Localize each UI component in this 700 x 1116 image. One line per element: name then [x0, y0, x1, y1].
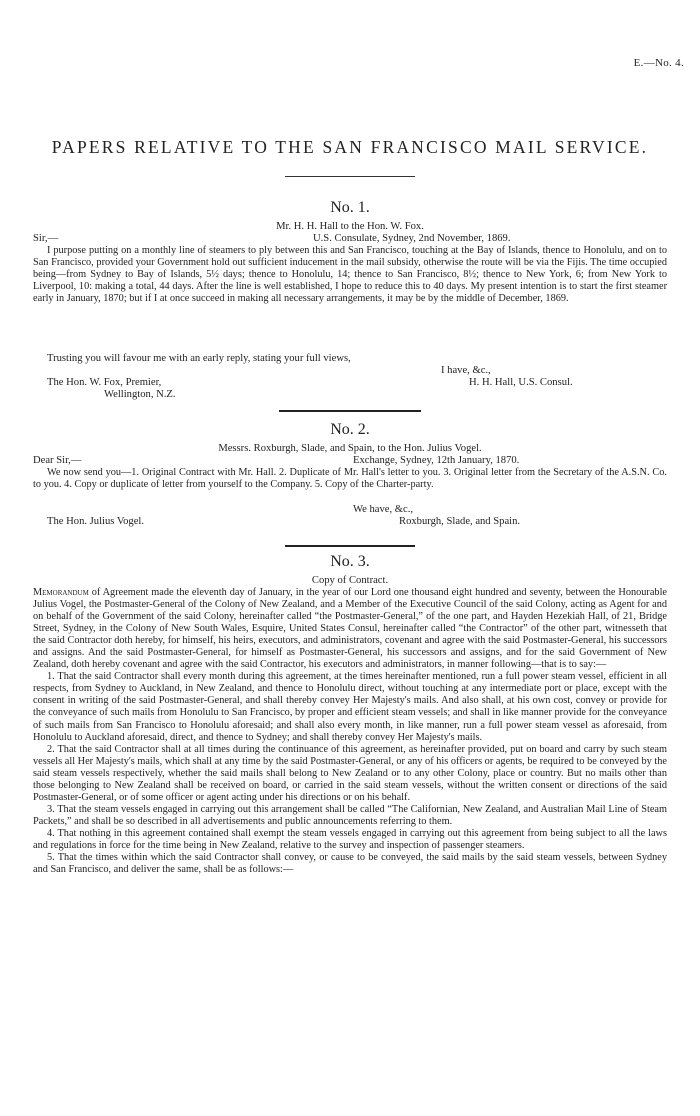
doc3-heading: Copy of Contract. — [311, 575, 389, 586]
doc3-intro-lead: Memorandum — [33, 587, 89, 598]
doc2-sign-off: We have, &c., — [353, 504, 414, 515]
doc2-divider — [285, 545, 415, 547]
doc3-intro-text: of Agreement made the eleventh day of January, in the year of our Lord one thousand eight hundred and seventy, between the Honourable Julius Vogel, the Postmaster-General of the Colony of New Zealand, and a Member of the Executive Council of the said Colony, acting as Agent for and on behalf of the Government of the said Colony, hereinafter called “the Postmaster-General,” of the one part, and Hayden Hezekiah Hall, of 21, Bridge Street, Sydney, in the Colony of New South Wales, Esquire, United States Consul, hereinafter called “the Contractor” of the other part, witnesseth that the said Contractor doth hereby, for himself, his heirs, executors, and administrators, covenant and agree with the said Postmaster-General, his successors and assigns. And the said Postmaster-General, for himself as Postmaster-General, his successors and assigns, and for the said Government of New Zealand, doth hereby covenant and agree with the said Contractor, his executors and administrators, in manner following—that is to say:— — [33, 587, 667, 671]
doc3-number: No. 3. — [330, 553, 370, 570]
doc1-heading: Mr. H. H. Hall to the Hon. W. Fox. — [276, 221, 424, 232]
doc3-clause-4: 4. That nothing in this agreement contained shall exempt the steam vessels engaged in carrying out this agreement from being subject to all the laws and regulations in force for the time being in New Zealand, relative to the survey and inspection of passenger steamers. — [33, 827, 667, 851]
doc1-body-text: I purpose putting on a monthly line of steamers to ply between this and San Francisco, touching at the Bay of Islands, thence to Honolulu, and on to San Francisco, provided your Government hold out sufficient inducement in the mail subsidy, otherwise the route will be via the Fijis. The time occupied being—from Sydney to Bay of Islands, 5½ days; thence to Honolulu, 14; thence to San Francisco, 8½; thence to New York, 6; from New York to Liverpool, 10: making a total, 44 days. After the line is well established, I hope to reduce this to 40 days. My present intention is to start the first steamer early in January, 1870; but if I at once succeed in making all necessary arrangements, it may be by the middle of December, 1869. — [33, 245, 667, 305]
doc1-addressee-place: Wellington, N.Z. — [104, 389, 176, 400]
doc3-intro — [33, 587, 667, 671]
doc2-salutation: Dear Sir,— — [33, 455, 82, 466]
title-divider — [285, 176, 415, 177]
doc3-clause-1: 1. That the said Contractor shall every month during this agreement, at the times hereinafter mentioned, run a full power steam vessel, efficient in all respects, from Sydney to Auckland, in New Zealand, and thence to Honolulu direct, without touching at any intermediate port or place, except with the consent in writing of the said Postmaster-General, and shall thereby convey Her Majesty's mails. And also shall, at his own cost, convey or provide for the conveyance of such mails from Honolulu to San Francisco, by proper and efficient steam vessels; and shall in like manner provide for the conveyance of such mails from San Francisco to Honolulu aforesaid; and shall also every month, in like manner, run a full power steam vessel as aforesaid, from Honolulu to Auckland aforesaid, direct, and thence to Sydney; and shall thereby convey Her Majesty's mails. — [33, 671, 667, 743]
doc2-body-text: We now send you—1. Original Contract with Mr. Hall. 2. Duplicate of Mr. Hall's letter to you. 3. Original letter from the Secretary of the A.S.N. Co. to you. 4. Copy or duplicate of letter from yourself to the Company. 5. Copy of the Charter-party. — [33, 467, 667, 491]
doc2-number: No. 2. — [330, 421, 370, 438]
doc1-salutation: Sir,— — [33, 233, 59, 244]
document-reference: E.—No. 4. — [633, 57, 684, 69]
doc1-addressee: The Hon. W. Fox, Premier, — [47, 377, 162, 388]
doc1-sign-off: I have, &c., — [441, 365, 491, 376]
doc3-clause-5: 5. That the times within which the said Contractor shall convey, or cause to be conveyed, the said mails by the said steam vessels, between Sydney and San Francisco, and deliver the same, shall be as follows:— — [33, 852, 667, 876]
doc2-signature: Roxburgh, Slade, and Spain. — [399, 516, 521, 527]
doc1-body — [33, 245, 667, 305]
doc1-signature: H. H. Hall, U.S. Consul. — [469, 377, 573, 388]
doc2-heading: Messrs. Roxburgh, Slade, and Spain, to the Hon. Julius Vogel. — [218, 443, 482, 454]
doc1-closing: Trusting you will favour me with an early reply, stating your full views, — [47, 353, 351, 364]
doc3-clause-2: 2. That the said Contractor shall at all times during the continuance of this agreement, as hereinafter provided, put on board and carry by such steam vessels all Her Majesty's mails, which shall at any time by the said Postmaster-General, or any of his officers or agents, be required to be conveyed by the said steam vessels respectively, whether the said mails shall belong to New Zealand or to any other Colony, place or country. But no mails other than those belonging to New Zealand shall be received on board, or carried in the said steam vessels, without the written consent or directions of the said Postmaster-General, or of some officer or agent acting under his directions or on his behalf. — [33, 743, 667, 803]
doc1-place-date: U.S. Consulate, Sydney, 2nd November, 1869. — [313, 233, 511, 244]
doc3-body — [33, 587, 667, 876]
doc2-addressee: The Hon. Julius Vogel. — [47, 516, 145, 527]
doc2-place-date: Exchange, Sydney, 12th January, 1870. — [353, 455, 520, 466]
doc1-divider — [279, 410, 421, 412]
page-title: PAPERS RELATIVE TO THE SAN FRANCISCO MAIL SERVICE. — [51, 137, 649, 157]
doc1-number: No. 1. — [330, 199, 370, 216]
doc2-body — [33, 467, 667, 491]
doc3-clause-3: 3. That the steam vessels engaged in carrying out this arrangement shall be called “The Californian, New Zealand, and Australian Mail Line of Steam Packets,” and shall be so described in all advertisements and public announcements referring to them. — [33, 803, 667, 827]
